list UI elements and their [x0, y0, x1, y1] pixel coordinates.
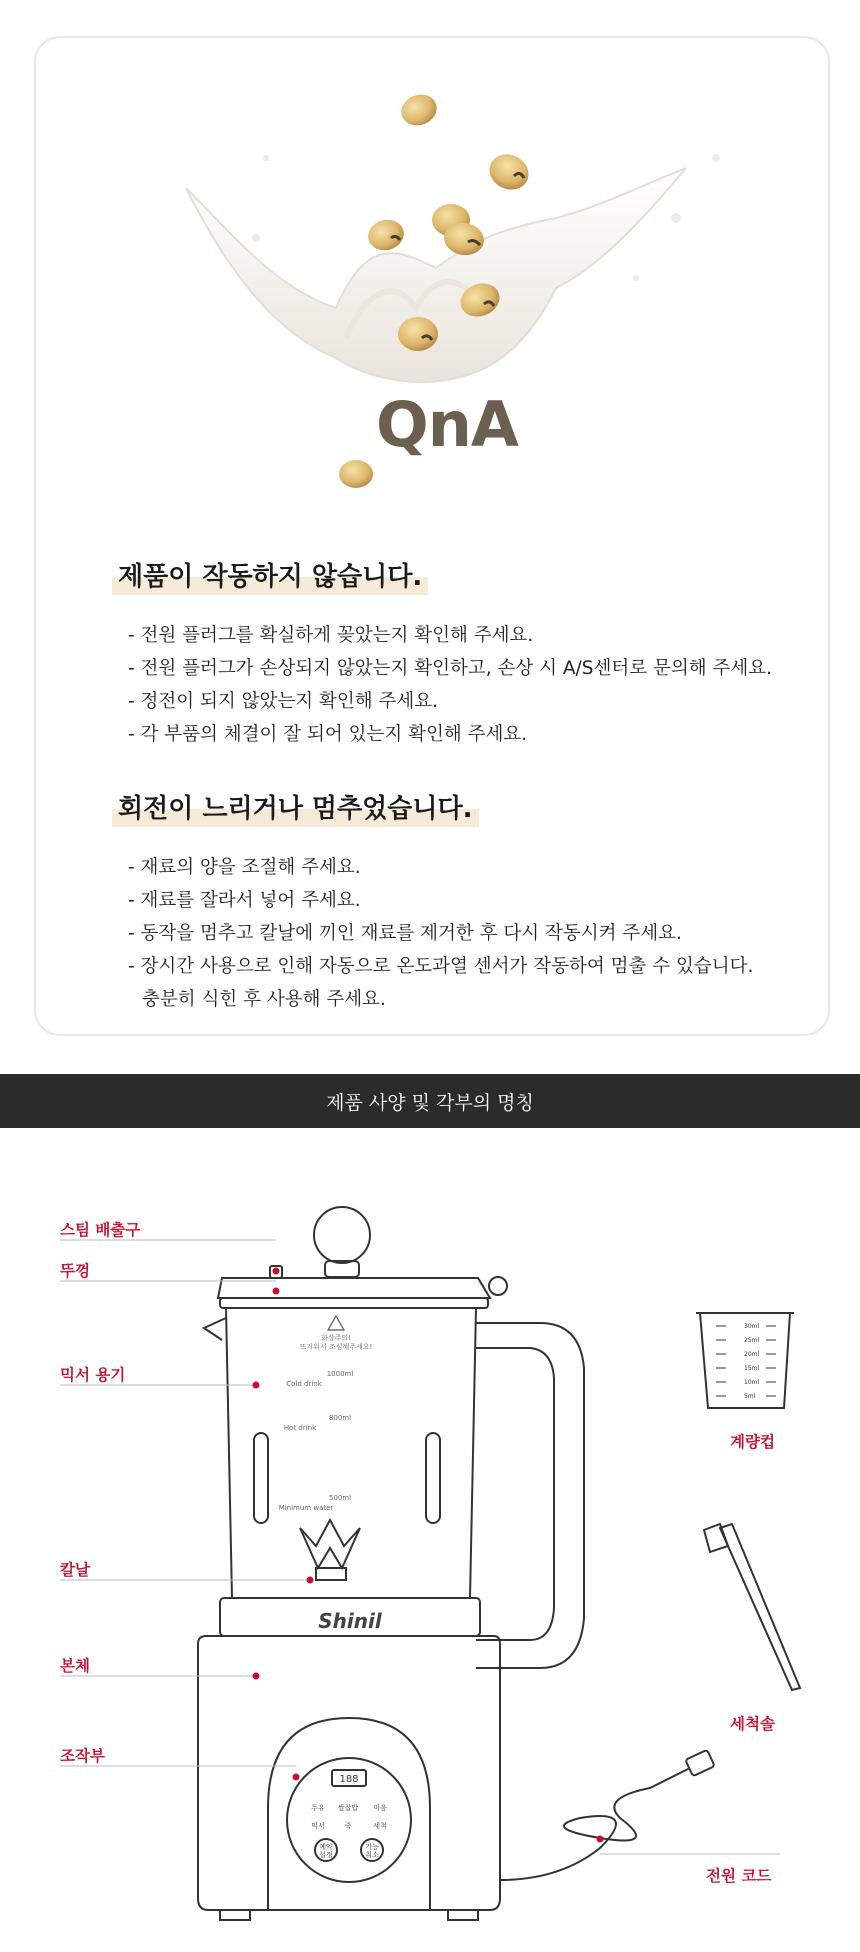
jar-handle: [476, 1323, 584, 1668]
volume-mark: 800ml: [328, 1414, 352, 1422]
question-heading: 제품이 작동하지 않습니다.: [112, 556, 428, 595]
answer-item: - 각 부품의 체결이 잘 되어 있는지 확인해 주세요.: [128, 724, 528, 745]
cleaning-brush: [720, 1524, 800, 1690]
warning-text: 뜨거워서 조심해주세요!: [299, 1343, 373, 1351]
cup-mark: 30ml: [744, 1323, 760, 1330]
qna-section-2: [112, 788, 753, 1016]
panel-display: 188: [339, 1774, 359, 1785]
spec-banner: [0, 1074, 860, 1128]
panel-button-label: 예약: [319, 1843, 333, 1851]
label-blade: 칼날: [60, 1561, 90, 1579]
panel-label: 세척: [373, 1822, 387, 1830]
qna-card: [34, 36, 830, 1036]
answer-item: - 정전이 되지 않았는지 확인해 주세요.: [128, 691, 439, 712]
body: [198, 1636, 500, 1910]
spec-banner-title: 제품 사양 및 각부의 명칭: [326, 1091, 534, 1114]
label-power-cord: 전원 코드: [706, 1867, 772, 1885]
answer-item: - 전원 플러그를 확실하게 꽂았는지 확인해 주세요.: [128, 625, 534, 646]
warning-text: 화상주의!: [321, 1334, 351, 1342]
cup-mark: 10ml: [744, 1379, 760, 1386]
answer-item: - 장시간 사용으로 인해 자동으로 온도과열 센서가 작동하여 멈출 수 있습니다.: [128, 956, 754, 977]
panel-label: 죽: [344, 1822, 352, 1830]
label-control-panel: 조작부: [60, 1747, 105, 1765]
qna-section-1: [112, 556, 772, 751]
answer-continuation: 충분히 식힌 후 사용해 주세요.: [142, 989, 386, 1010]
volume-mark: 1000ml: [326, 1370, 354, 1378]
panel-button-label: 취소: [365, 1851, 379, 1859]
qna-title: QnA: [376, 388, 518, 461]
label-mixer-container: 믹서 용기: [60, 1366, 126, 1384]
label-measuring-cup: 계량컵: [730, 1433, 775, 1451]
mixer-jar: [226, 1308, 476, 1598]
panel-button-label: 기능: [365, 1843, 379, 1851]
answer-item: - 재료를 잘라서 넣어 주세요.: [128, 890, 361, 911]
label-lid: 뚜껑: [60, 1262, 90, 1280]
volume-mark-sub: Cold drink: [286, 1380, 322, 1388]
panel-label: 미음: [373, 1804, 387, 1812]
cup-mark: 5ml: [744, 1393, 756, 1400]
label-steam-outlet: 스팀 배출구: [60, 1221, 141, 1239]
panel-label: 두유: [311, 1804, 325, 1812]
brand-logo: Shinil: [318, 1609, 382, 1633]
label-cleaning-brush: 세척솔: [730, 1715, 775, 1733]
answer-item: - 전원 플러그가 손상되지 않았는지 확인하고, 손상 시 A/S센터로 문의해 주세요.: [128, 658, 773, 679]
blade: [300, 1520, 360, 1568]
milk-splash: [186, 168, 686, 382]
blender-drawing: [0, 1128, 860, 1948]
cup-mark: 25ml: [744, 1337, 760, 1344]
answer-list: [128, 851, 753, 1016]
cup-mark: 15ml: [744, 1365, 760, 1372]
lid-knob: [314, 1207, 370, 1263]
answer-item: - 동작을 멈추고 칼날에 끼인 재료를 제거한 후 다시 작동시켜 주세요.: [128, 923, 682, 944]
power-cord: [500, 1768, 690, 1880]
product-parts-diagram: [0, 1128, 860, 1948]
answer-list: [128, 619, 772, 751]
label-body: 본체: [60, 1657, 90, 1675]
panel-button-label: 설정: [319, 1851, 333, 1859]
volume-mark-sub: Minimum water: [278, 1504, 334, 1512]
answer-item: - 재료의 양을 조절해 주세요.: [128, 857, 361, 878]
panel-label: 믹서: [311, 1822, 325, 1830]
cup-mark: 20ml: [744, 1351, 760, 1358]
volume-mark-sub: Hot drink: [283, 1424, 317, 1432]
question-heading: 회전이 느리거나 멈추었습니다.: [112, 788, 479, 827]
volume-mark: 500ml: [328, 1494, 352, 1502]
panel-label: 쌀잡밥: [337, 1804, 359, 1812]
